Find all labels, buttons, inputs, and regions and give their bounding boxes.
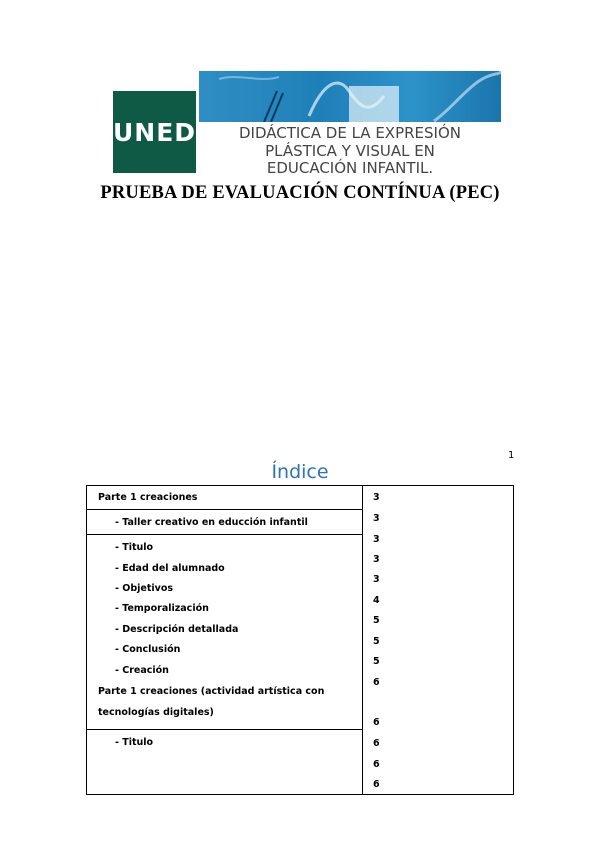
document-title: PRUEBA DE EVALUACIÓN CONTÍNUA (PEC) bbox=[100, 183, 500, 203]
index-entry[interactable]: - Taller creativo en educción infantil bbox=[115, 517, 308, 528]
page-ref: 4 bbox=[373, 595, 380, 606]
page-ref: 6 bbox=[373, 677, 380, 688]
page-ref: 5 bbox=[373, 636, 380, 647]
index-entry[interactable]: - Descripción detallada bbox=[115, 624, 239, 635]
logo-text: UNED bbox=[112, 117, 197, 147]
course-title-line: DIDÁCTICA DE LA EXPRESIÓN bbox=[238, 124, 462, 142]
row-divider bbox=[87, 509, 363, 510]
course-title-line: EDUCACIÓN INFANTIL. bbox=[266, 159, 434, 177]
page-ref: 5 bbox=[373, 656, 380, 667]
index-title: Índice bbox=[271, 461, 329, 483]
index-table bbox=[86, 485, 514, 795]
course-title bbox=[199, 125, 501, 178]
page-ref: 6 bbox=[373, 738, 380, 749]
page-ref: 3 bbox=[373, 574, 380, 585]
banner-artwork bbox=[199, 71, 501, 122]
row-divider bbox=[87, 534, 363, 535]
index-entry[interactable]: - Creación bbox=[115, 665, 169, 676]
row-divider bbox=[87, 729, 363, 730]
page-ref: 3 bbox=[373, 492, 380, 503]
page-ref: 6 bbox=[373, 779, 380, 790]
uned-logo bbox=[113, 91, 196, 173]
index-entry[interactable]: Parte 1 creaciones bbox=[98, 492, 198, 503]
index-entry[interactable]: - Titulo bbox=[115, 542, 154, 553]
index-entry[interactable]: - Temporalización bbox=[115, 603, 209, 614]
column-divider bbox=[362, 486, 363, 794]
page-number: 1 bbox=[508, 450, 515, 461]
index-entry[interactable]: - Objetivos bbox=[115, 583, 173, 594]
index-entry[interactable]: - Titulo bbox=[115, 737, 154, 748]
index-entry[interactable]: Parte 1 creaciones (actividad artística con bbox=[98, 686, 325, 697]
page-ref: 5 bbox=[373, 615, 380, 626]
page-ref: 6 bbox=[373, 759, 380, 770]
page-ref: 6 bbox=[373, 717, 380, 728]
page-ref: 3 bbox=[373, 554, 380, 565]
index-entry[interactable]: - Edad del alumnado bbox=[115, 563, 225, 574]
course-title-line: PLÁSTICA Y VISUAL EN bbox=[265, 141, 435, 160]
index-entry[interactable]: - Conclusión bbox=[115, 644, 181, 655]
page-ref: 3 bbox=[373, 534, 380, 545]
index-entry[interactable]: tecnologías digitales) bbox=[98, 707, 214, 718]
header-banner-image bbox=[199, 71, 501, 122]
page-ref: 3 bbox=[373, 513, 380, 524]
